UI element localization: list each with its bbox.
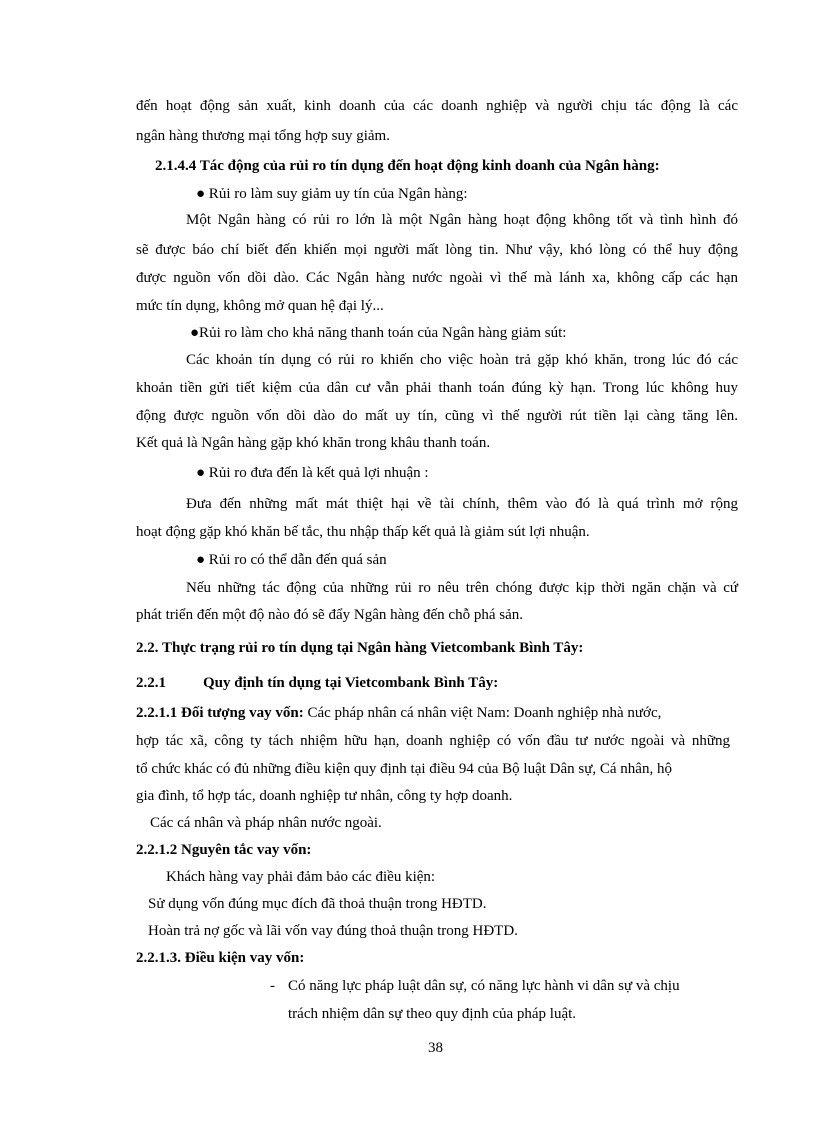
body-line: Nếu những tác động của những rủi ro nêu trên chóng được kịp thời ngăn chặn và cứ xyxy=(186,580,738,596)
section-heading-2-2-1-2: 2.2.1.2 Nguyên tắc vay vốn: xyxy=(136,842,312,858)
bullet-item: ● Rủi ro có thể dẫn đến quá sản xyxy=(196,552,387,568)
body-line: hoạt động gặp khó khăn bế tắc, thu nhập thấp kết quả là giảm sút lợi nhuận. xyxy=(136,524,590,540)
section-heading-2-2-1: Quy định tín dụng tại Vietcombank Bình Tây: xyxy=(203,675,499,691)
list-dash: - xyxy=(270,978,275,994)
body-line: phát triển đến một độ nào đó sẽ đẩy Ngân hàng đến chỗ phá sản. xyxy=(136,607,523,623)
list-item-text: Có năng lực pháp luật dân sự, có năng lực hành vi dân sự và chịu xyxy=(288,978,680,994)
body-line: Một Ngân hàng có rủi ro lớn là một Ngân hàng hoạt động không tốt và tình hình đó xyxy=(186,212,738,228)
body-line: Các khoản tín dụng có rủi ro khiến cho việc hoàn trả gặp khó khăn, trong lúc đó các xyxy=(186,352,738,368)
body-line: mức tín dụng, không mở quan hệ đại lý... xyxy=(136,298,384,314)
body-line: đến hoạt động sản xuất, kinh doanh của các doanh nghiệp và người chịu tác động là các xyxy=(136,98,738,114)
section-heading-2-2-1-3: 2.2.1.3. Điều kiện vay vốn: xyxy=(136,950,305,966)
section-number-2-2-1: 2.2.1 xyxy=(136,675,166,691)
body-line: Đưa đến những mất mát thiệt hại về tài chính, thêm vào đó là quá trình mở rộng xyxy=(186,496,738,512)
bullet-item: ● Rủi ro làm suy giảm uy tín của Ngân hàng: xyxy=(196,186,468,202)
subsection-line-2-2-1-1 xyxy=(136,703,661,723)
bullet-item: ●Rủi ro làm cho khả năng thanh toán của Ngân hàng giảm sút: xyxy=(190,325,567,341)
subsection-text: Các pháp nhân cá nhân việt Nam: Doanh nghiệp nhà nước, xyxy=(307,705,662,721)
section-heading-2-1-4-4: 2.1.4.4 Tác động của rủi ro tín dụng đến hoạt động kinh doanh của Ngân hàng: xyxy=(155,158,660,174)
body-line: Sử dụng vốn đúng mục đích đã thoả thuận trong HĐTD. xyxy=(148,896,487,912)
list-item-text: trách nhiệm dân sự theo quy định của pháp luật. xyxy=(288,1006,577,1022)
body-line: khoản tiền gửi tiết kiệm của dân cư vẫn phải thanh toán đúng kỳ hạn. Trong lúc không huy xyxy=(136,380,738,396)
body-line: gia đình, tổ hợp tác, doanh nghiệp tư nhân, công ty hợp doanh. xyxy=(136,788,513,804)
body-line: ngân hàng thương mại tổng hợp suy giảm. xyxy=(136,128,390,144)
body-line: được nguồn vốn dồi dào. Các Ngân hàng nước ngoài vì thế mà lánh xa, không cấp các hạn xyxy=(136,270,738,286)
body-line: Các cá nhân và pháp nhân nước ngoài. xyxy=(150,815,382,831)
section-heading-2-2: 2.2. Thực trạng rủi ro tín dụng tại Ngân hàng Vietcombank Bình Tây: xyxy=(136,640,584,656)
body-line: động được nguồn vốn dồi dào do mất uy tín, cũng vì thế người rút tiền lại càng tăng lên. xyxy=(136,408,738,424)
body-line: Kết quả là Ngân hàng gặp khó khăn trong khâu thanh toán. xyxy=(136,435,491,451)
body-line: Hoàn trả nợ gốc và lãi vốn vay đúng thoả thuận trong HĐTD. xyxy=(148,923,518,939)
body-line: hợp tác xã, công ty tách nhiệm hữu hạn, doanh nghiệp có vốn đầu tư nước ngoài và những xyxy=(136,733,730,749)
page-number: 38 xyxy=(428,1040,443,1056)
subsection-label: 2.2.1.1 Đối tượng vay vốn: xyxy=(136,705,304,721)
body-line: sẽ được báo chí biết đến khiến mọi người mất lòng tin. Như vậy, khó lòng có thể huy động xyxy=(136,242,738,258)
bullet-item: ● Rủi ro đưa đến là kết quả lợi nhuận : xyxy=(196,465,429,481)
body-line: Khách hàng vay phải đảm bảo các điều kiện: xyxy=(166,869,436,885)
body-line: tổ chức khác có đủ những điều kiện quy định tại điều 94 của Bộ luật Dân sự, Cá nhân, hộ xyxy=(136,761,672,777)
